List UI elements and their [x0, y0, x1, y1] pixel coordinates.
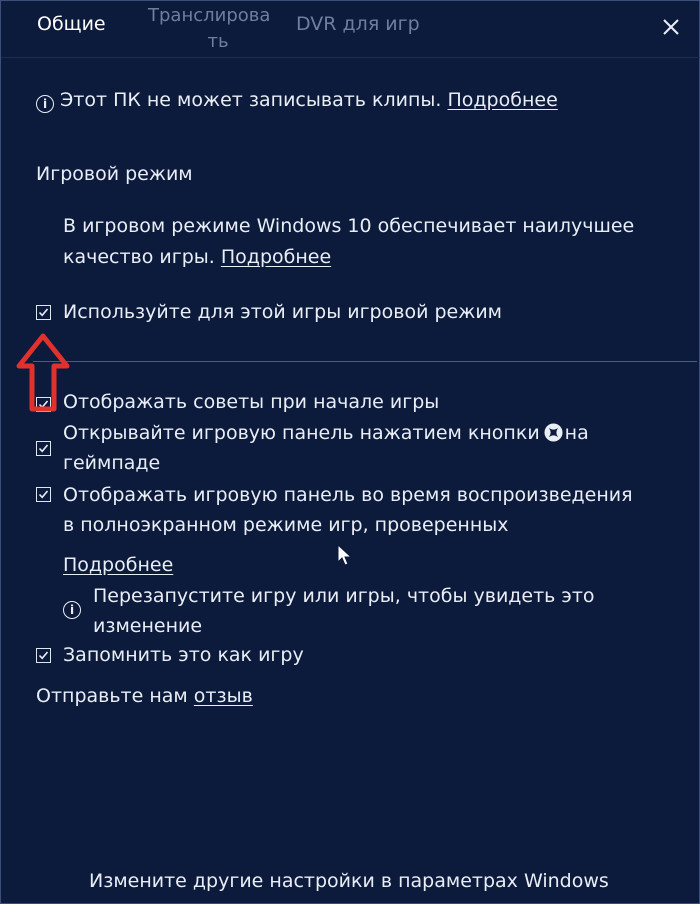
tab-broadcast-label-line1: Транслирова: [148, 5, 271, 26]
open-gamebar-label-suffix: на: [564, 422, 589, 444]
feedback-text: Отправьте нам: [36, 685, 188, 707]
info-icon: i: [36, 95, 54, 113]
tab-bar: [1, 1, 700, 57]
checkmark-icon: [38, 489, 49, 500]
section-divider: [33, 361, 697, 362]
restart-notice-line1: Перезапустите игру или игры, чтобы увидеть это: [93, 585, 595, 607]
tab-broadcast-label-line2: ть: [207, 31, 229, 52]
fullscreen-gamebar-label-line1: Отображать игровую панель во время воспроизведения: [63, 484, 633, 506]
tab-broadcast[interactable]: [148, 3, 271, 55]
info-icon: i: [63, 601, 81, 619]
game-mode-checkbox-label: Используйте для этой игры игровой режим: [63, 301, 503, 323]
mouse-cursor-icon: [337, 544, 353, 568]
close-button[interactable]: [657, 13, 685, 41]
tab-general[interactable]: Общие: [37, 13, 106, 35]
checkmark-icon: [38, 307, 49, 318]
game-mode-title: Игровой режим: [36, 163, 193, 185]
open-gamebar-checkbox[interactable]: [36, 441, 51, 456]
fullscreen-more-link[interactable]: Подробнее: [63, 554, 174, 576]
xbox-button-icon: [544, 423, 563, 442]
checkmark-icon: [38, 443, 49, 454]
open-gamebar-label-line1: Открывайте игровую панель нажатием кнопки: [63, 422, 540, 444]
fullscreen-gamebar-label-line2: в полноэкранном режиме игр, проверенных: [63, 514, 509, 536]
fullscreen-gamebar-checkbox[interactable]: [36, 487, 51, 502]
game-mode-description-text: В игровом режиме Windows 10 обеспечивает наилучшее качество игры.: [63, 215, 635, 268]
open-gamebar-label-line2: геймпаде: [63, 452, 161, 474]
annotation-arrow-icon: [15, 333, 71, 413]
close-icon: [657, 13, 685, 41]
checkmark-icon: [38, 650, 49, 661]
game-mode-description: [63, 211, 683, 273]
open-gamebar-label: [63, 418, 589, 448]
tab-dvr[interactable]: DVR для игр: [296, 13, 420, 35]
feedback-row: [36, 681, 253, 711]
game-mode-more-link[interactable]: Подробнее: [220, 246, 332, 268]
capture-notice: [36, 85, 558, 115]
game-mode-checkbox[interactable]: [36, 305, 51, 320]
show-tips-label: Отображать советы при начале игры: [63, 391, 440, 413]
remember-game-label: Запомнить это как игру: [63, 644, 304, 666]
windows-settings-link[interactable]: Измените другие настройки в параметрах Windows: [89, 870, 609, 892]
capture-notice-more-link[interactable]: Подробнее: [447, 89, 558, 111]
header-divider: [1, 57, 700, 58]
capture-notice-text: Этот ПК не может записывать клипы.: [60, 89, 442, 111]
feedback-link[interactable]: отзыв: [193, 685, 253, 707]
restart-notice-line2: изменение: [93, 615, 203, 637]
remember-game-checkbox[interactable]: [36, 648, 51, 663]
